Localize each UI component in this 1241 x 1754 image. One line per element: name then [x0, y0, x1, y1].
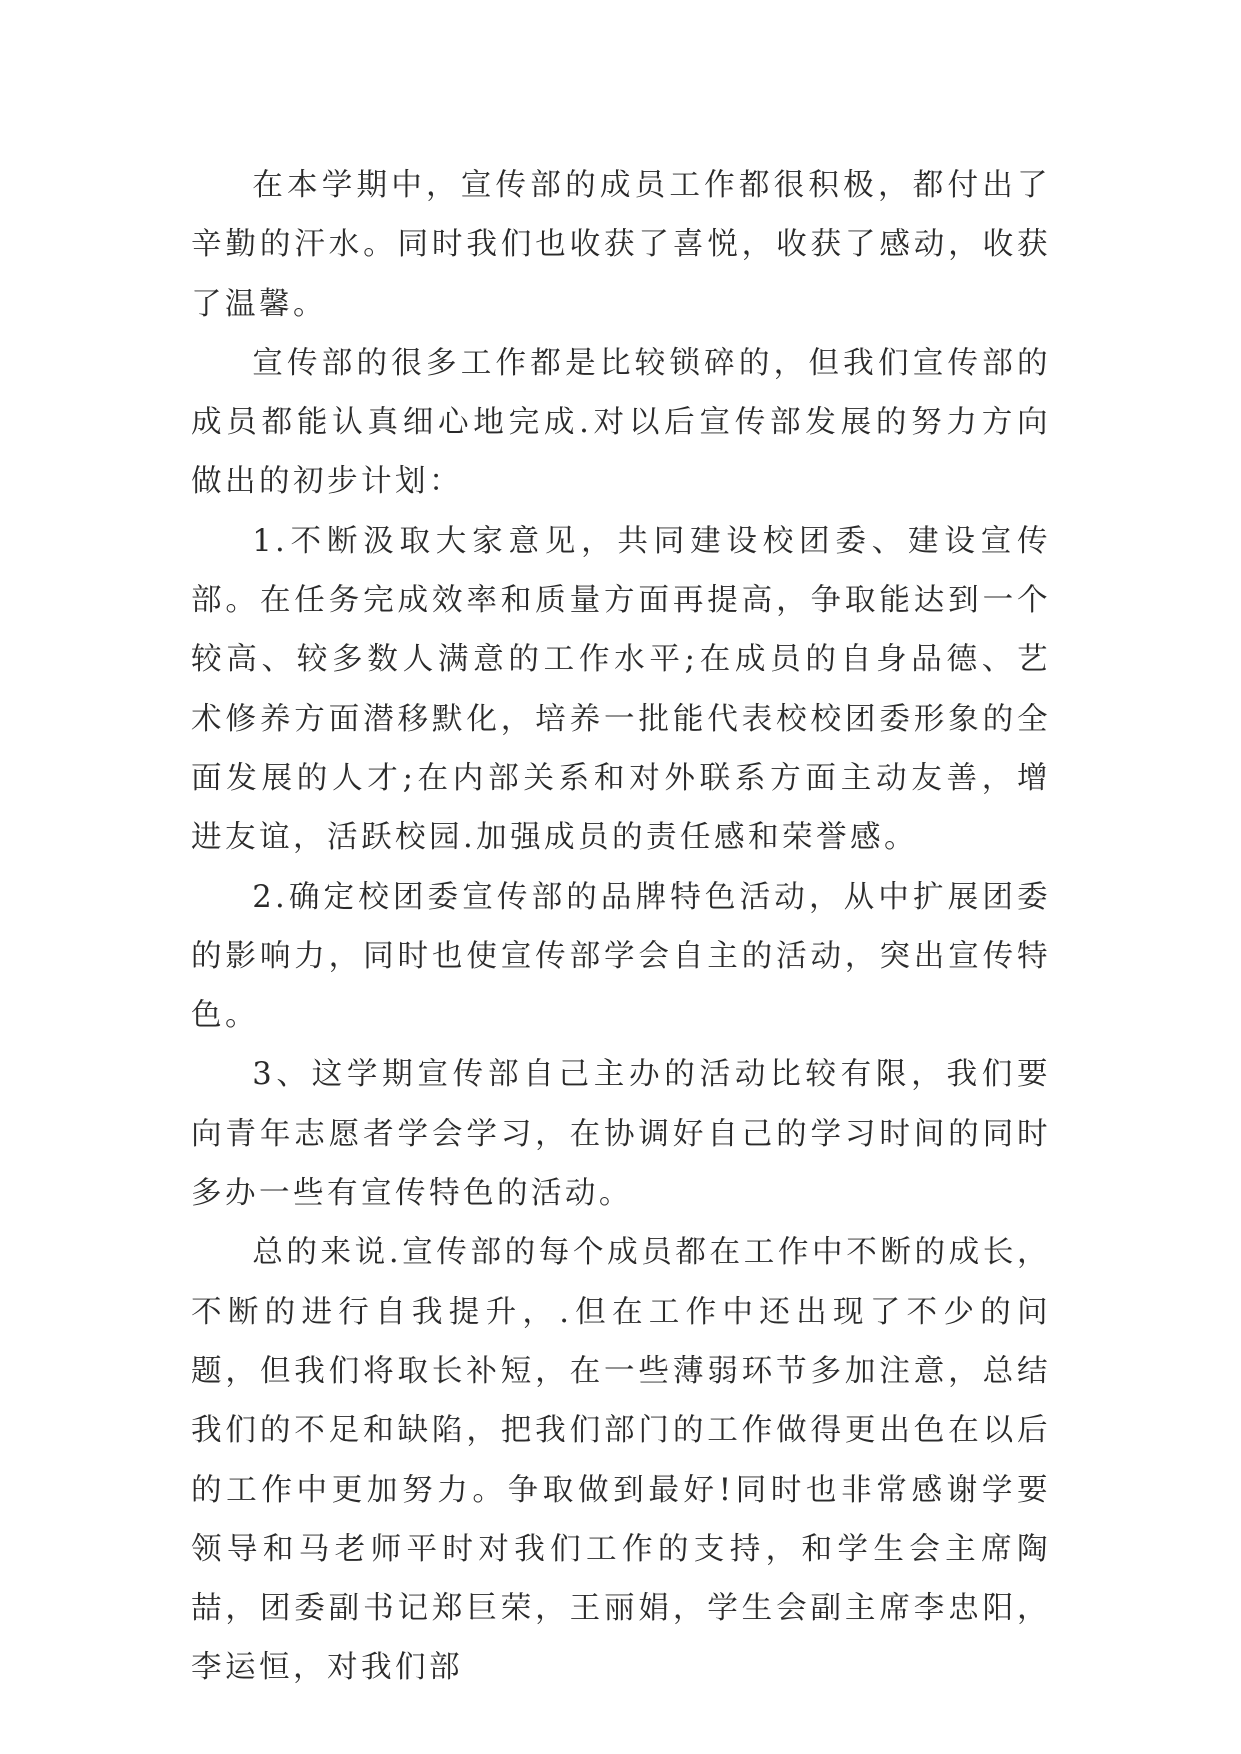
paragraph-summary: 总的来说.宣传部的每个成员都在工作中不断的成长，不断的进行自我提升，.但在工作中还出现了不少的问题，但我们将取长补短，在一些薄弱环节多加注意，总结我们的不足和缺陷，把我们部门的工作做得更出色在以后的工作中更加努力。争取做到最好!同时也非常感谢学要领导和马老师平时对我们工作的支持，和学生会主席陶喆，团委副书记郑巨荣，王丽娟，学生会副主席李忠阳，李运恒，对我们部: [191, 1235, 1051, 1686]
document-body: [191, 156, 1051, 1698]
paragraph-plan-item-3: 3、这学期宣传部自己主办的活动比较有限，我们要向青年志愿者学会学习，在协调好自己的学习时间的同时多办一些有宣传特色的活动。: [191, 1057, 1051, 1212]
paragraph-plan-item-2: 2.确定校团委宣传部的品牌特色活动，从中扩展团委的影响力，同时也使宣传部学会自主的活动，突出宣传特色。: [191, 879, 1051, 1034]
paragraph-plan-item-1: 1.不断汲取大家意见，共同建设校团委、建设宣传部。在任务完成效率和质量方面再提高，争取能达到一个较高、较多数人满意的工作水平;在成员的自身品德、艺术修养方面潜移默化，培养一批能代表校校团委形象的全面发展的人才;在内部关系和对外联系方面主动友善，增进友谊，活跃校园.加强成员的责任感和荣誉感。: [191, 523, 1051, 856]
paragraph-work-overview: 宣传部的很多工作都是比较锁碎的，但我们宣传部的成员都能认真细心地完成.对以后宣传部发展的努力方向做出的初步计划：: [191, 345, 1051, 500]
paragraph-intro: 在本学期中，宣传部的成员工作都很积极，都付出了辛勤的汗水。同时我们也收获了喜悦，收获了感动，收获了温馨。: [191, 168, 1051, 322]
